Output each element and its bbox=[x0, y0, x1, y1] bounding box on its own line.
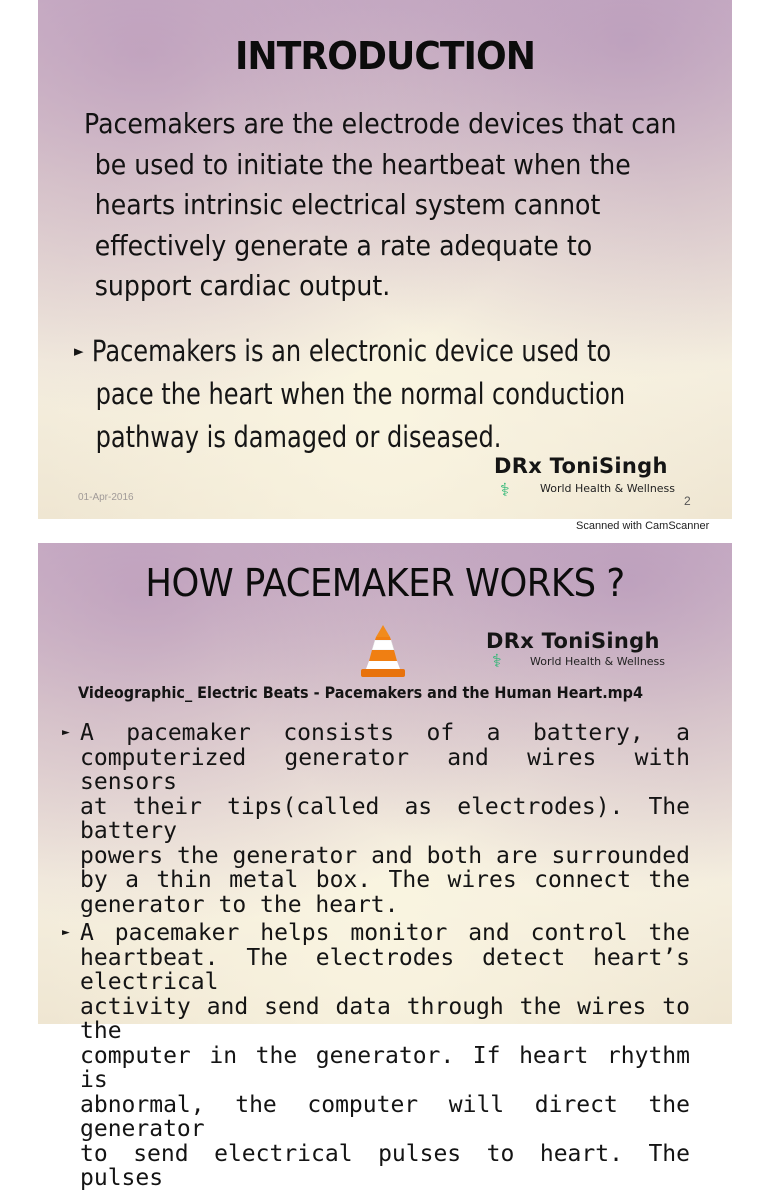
brand-tagline: World Health & Wellness bbox=[530, 655, 666, 668]
intro-line: Pacemakers are the electrode devices that can bbox=[84, 107, 677, 140]
bullet-line: abnormal, the computer will direct the generator bbox=[80, 1091, 690, 1142]
brand-logo bbox=[486, 629, 666, 672]
vlc-cone-icon[interactable] bbox=[358, 623, 408, 679]
slide-title: INTRODUCTION bbox=[234, 34, 536, 78]
caduceus-icon: ⚕ bbox=[492, 651, 502, 672]
bullet-line: A pacemaker consists of a battery, a bbox=[80, 720, 690, 746]
slide-title: HOW PACEMAKER WORKS ? bbox=[145, 561, 625, 605]
brand-name: DRx ToniSingh bbox=[494, 454, 668, 478]
bullet-line: at their tips(called as electrodes). The battery bbox=[80, 793, 690, 844]
bullet-line: heartbeat. The electrodes detect heart’s electrical bbox=[80, 944, 690, 995]
bullet-triangle-icon: ► bbox=[62, 925, 70, 940]
intro-line: hearts intrinsic electrical system cannot bbox=[94, 188, 601, 221]
slide-how-pacemaker-works bbox=[38, 543, 732, 1191]
bullet-line: to send electrical pulses to heart. The pulses bbox=[80, 1140, 690, 1191]
bullet-item bbox=[62, 721, 690, 917]
page-number: 2 bbox=[684, 494, 691, 508]
bullet-line: pathway is damaged or diseased. bbox=[95, 420, 502, 454]
intro-line: effectively generate a rate adequate to bbox=[94, 228, 593, 262]
intro-line: be used to initiate the heartbeat when the bbox=[94, 147, 631, 181]
intro-paragraph bbox=[84, 104, 703, 307]
bullet-line: powers the generator and both are surrounded bbox=[80, 842, 690, 869]
brand-tagline: World Health & Wellness bbox=[540, 482, 676, 495]
intro-line: support cardiac output. bbox=[94, 269, 391, 302]
bullet-line: computer in the generator. If heart rhythm is bbox=[80, 1042, 690, 1093]
bullet-line: pace the heart when the normal conduction bbox=[95, 377, 626, 411]
slide-body bbox=[62, 721, 690, 1191]
video-link[interactable]: Videographic_ Electric Beats - Pacemakers and the Human Heart.mp4 bbox=[78, 683, 644, 702]
slide-introduction bbox=[38, 0, 732, 519]
scanner-watermark: Scanned with CamScanner bbox=[576, 520, 710, 532]
bullet-triangle-icon: ► bbox=[62, 725, 70, 740]
slide-date: 01-Apr-2016 bbox=[78, 492, 134, 503]
bullet-item bbox=[62, 921, 690, 1191]
bullet-line: generator to the heart. bbox=[80, 891, 399, 918]
caduceus-icon: ⚕ bbox=[500, 480, 510, 501]
bullet-line: Pacemakers is an electronic device used to bbox=[91, 334, 612, 368]
brand-name: DRx ToniSingh bbox=[486, 629, 660, 653]
bullet-triangle-icon: ► bbox=[74, 342, 84, 360]
bullet-line: activity and send data through the wires to the bbox=[80, 993, 690, 1044]
bullet-line: by a thin metal box. The wires connect the bbox=[80, 867, 690, 893]
brand-logo bbox=[494, 454, 676, 501]
bullet-line: A pacemaker helps monitor and control the bbox=[80, 920, 690, 946]
bullet-line: computerized generator and wires with sensors bbox=[80, 744, 690, 795]
bullet-paragraph bbox=[74, 330, 705, 459]
